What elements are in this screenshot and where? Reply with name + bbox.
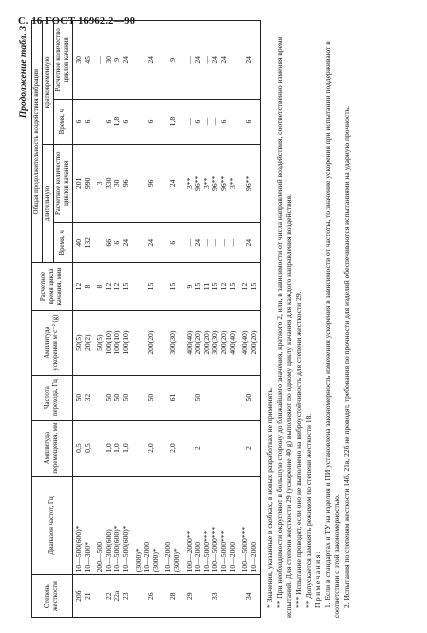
cell-line: 66 — [103, 238, 113, 247]
cell-line: 26 — [146, 592, 156, 600]
cell-cs — [133, 21, 163, 100]
cell-line: 132 — [82, 237, 92, 249]
cell-line: 96** — [210, 175, 220, 191]
cell-line: 6 — [74, 119, 83, 124]
cell-line: 10—2000 — [227, 542, 237, 573]
cell-deg — [239, 575, 261, 618]
cell-line: 50 — [146, 393, 156, 402]
cell-line: 10—300(600) — [103, 529, 113, 573]
cell-line: 24 — [146, 238, 156, 247]
cell-line: 10—5000*** — [218, 530, 228, 573]
cell-line: 50 — [74, 393, 83, 402]
cell-line: 45 — [82, 56, 92, 64]
cell-line: 50 — [193, 393, 203, 402]
cell-line: 24 — [244, 56, 254, 64]
cell-disp — [73, 420, 95, 476]
th-long: длительную — [43, 144, 54, 263]
note-p2: 2. Испытания по степеням жесткости 14б, 21в, 22б не проводят, требования по прочности для изделий обеспечиваются испытаниями на ударную прочность. — [342, 106, 352, 608]
table-row — [73, 21, 95, 618]
cell-line: 10—2000 — [163, 542, 173, 573]
cell-line: 22 — [103, 592, 113, 600]
cell-line: 9 — [112, 57, 122, 62]
cell-range — [239, 476, 261, 575]
cell-line: 15 — [227, 282, 237, 291]
cell-line: 0,5 — [82, 443, 92, 453]
vibration-table — [31, 20, 261, 618]
cell-acc — [239, 310, 261, 375]
cell-line: 30 — [74, 56, 83, 64]
cell-line: — — [95, 56, 105, 64]
cell-line: 50 — [103, 393, 113, 402]
cell-line: 24 — [193, 238, 203, 247]
th-short: кратковременную — [43, 21, 54, 145]
cell-line: 6 — [146, 119, 156, 124]
cell-line: 50(5) — [95, 334, 105, 351]
cell-line: 15 — [146, 282, 156, 291]
cell-tl — [73, 223, 95, 263]
cell-line: 100(10) — [112, 330, 122, 355]
cell-line: 50 — [244, 393, 254, 402]
cell-line: — — [201, 238, 211, 247]
cell-line: 100—5000*** — [240, 526, 250, 573]
cell-line: 6 — [244, 119, 254, 124]
cell-line: 10—2000 — [142, 542, 152, 573]
cell-line: 24 — [218, 56, 228, 64]
note-2: ** При необходимости округляют в большую сторону до ближайшего значения, кратного 2, или, в зависимости от числа направлений воздействия, соответственно изменяя время испытаний. Для степени жесткости 29 (ускорение 40 g) выполняют по одному циклу качания для каждого направления воздействия. — [274, 36, 294, 618]
cell-line: — — [210, 117, 220, 126]
cell-line: 15 — [120, 282, 130, 291]
cell-range — [94, 476, 132, 575]
cell-line: 24 — [210, 56, 220, 64]
cell-line: 3** — [184, 177, 194, 190]
th-acceleration: Амплитуда ускорения м·с⁻² (g) — [32, 310, 73, 375]
cell-range — [184, 476, 240, 575]
cell-ts — [162, 99, 183, 144]
cell-tl — [94, 223, 132, 263]
cell-line: 2,0 — [146, 443, 156, 453]
cell-cs — [184, 21, 240, 100]
cell-line: — — [218, 238, 228, 247]
cell-line: 20б — [74, 590, 83, 602]
cell-line: 10—500(600)* — [112, 525, 122, 573]
cell-cyc — [94, 263, 132, 310]
cell-ts — [94, 99, 132, 144]
cell-deg — [133, 575, 163, 618]
cell-cyc — [73, 263, 95, 310]
notes-heading: Примечания: — [313, 549, 323, 608]
table-row — [162, 21, 183, 618]
cell-line: 100(10) — [103, 330, 113, 355]
cell-cyc — [184, 263, 240, 310]
cell-line: 34 — [244, 592, 254, 600]
cell-deg — [162, 575, 183, 618]
cell-cl — [184, 144, 240, 223]
cell-line: 400(40) — [184, 330, 194, 355]
cell-line: 1,0 — [103, 443, 113, 453]
cell-ts — [239, 99, 261, 144]
cell-line: 3** — [201, 177, 211, 190]
cell-line: (3000)* — [150, 548, 160, 573]
th-cycles-short: Расчетное количество циклов качания — [54, 21, 73, 100]
cell-ts — [73, 99, 95, 144]
cell-line: 96** — [193, 175, 203, 191]
cell-line: 1,0 — [120, 443, 130, 453]
cell-line: 8 — [82, 284, 92, 289]
cell-cyc — [239, 263, 261, 310]
cell-tl — [239, 223, 261, 263]
cell-line: 1,8 — [167, 116, 177, 127]
cell-deg — [184, 575, 240, 618]
cell-line: — — [184, 56, 194, 64]
cell-line: 21 — [82, 592, 92, 600]
cell-line: 6 — [82, 119, 92, 124]
cell-line: 990 — [82, 177, 92, 190]
cell-line: 29 — [184, 592, 194, 600]
cell-line — [229, 423, 238, 474]
th-time-long: Время, ч — [54, 223, 73, 263]
th-transition-frequency: Частота перехода, Гц — [32, 375, 73, 420]
cell-line: 15 — [248, 282, 258, 291]
cell-line: 2 — [193, 446, 203, 450]
cell-deg — [94, 575, 132, 618]
table-row — [239, 21, 261, 618]
th-cycle-time: Расчетное время цикла качания, мин — [32, 263, 73, 310]
cell-cl — [162, 144, 183, 223]
cell-line: 24 — [244, 238, 254, 247]
cell-line: 61 — [167, 393, 177, 402]
cell-cl — [73, 144, 95, 223]
cell-cyc — [162, 263, 183, 310]
cell-line: 6 — [218, 119, 228, 124]
cell-line: 24 — [193, 56, 203, 64]
cell-line: 10—2000 — [248, 542, 258, 573]
cell-tf — [73, 375, 95, 420]
cell-disp — [162, 420, 183, 476]
cell-line: 400(40) — [227, 330, 237, 355]
th-displacement: Амплитуда перемещения, мм — [32, 420, 73, 476]
note-1: * Значения, указанные в скобках, в новых разработках не применять. — [265, 387, 275, 608]
cell-line: 10—2000 — [193, 542, 203, 573]
cell-line — [229, 102, 238, 142]
cell-line: 15 — [210, 282, 220, 291]
cell-line: 9 — [167, 57, 177, 62]
cell-line: 10—5000*** — [201, 530, 211, 573]
cell-line: 3** — [227, 177, 237, 190]
cell-tl — [162, 223, 183, 263]
table-row — [94, 21, 132, 618]
cell-line: — — [210, 238, 220, 247]
cell-acc — [133, 310, 163, 375]
cell-line: 12 — [218, 282, 228, 291]
cell-line: 2 — [244, 446, 254, 450]
cell-line: — — [184, 117, 194, 126]
cell-tf — [162, 375, 183, 420]
cell-line: 6 — [167, 240, 177, 245]
cell-line: 100(10) — [120, 330, 130, 355]
cell-cs — [73, 21, 95, 100]
cell-line: 20(2) — [82, 334, 92, 351]
cell-line: 100—2000** — [184, 530, 194, 573]
cell-line: 200(20) — [146, 330, 156, 355]
cell-line: 330 — [103, 177, 113, 190]
cell-line: (3000)* — [171, 548, 181, 573]
cell-line: 400(40) — [240, 330, 250, 355]
cell-ts — [184, 99, 240, 144]
running-title: С. 16 ГОСТ 16962.2—90 — [18, 16, 136, 27]
cell-tf — [133, 375, 163, 420]
cell-acc — [73, 310, 95, 375]
cell-line: 200(20) — [193, 330, 203, 355]
cell-line: 15 — [167, 282, 177, 291]
cell-line: 1,0 — [112, 443, 122, 453]
cell-line — [229, 577, 238, 615]
th-cycles-long: Расчетное количество циклов качания — [54, 144, 73, 223]
cell-tl — [133, 223, 163, 263]
cell-line: 33 — [210, 592, 220, 600]
cell-line: 96 — [120, 179, 130, 188]
cell-line: 9 — [184, 284, 194, 289]
cell-line: — — [201, 56, 211, 64]
cell-line: 30 — [103, 56, 113, 64]
table-notes — [265, 20, 351, 618]
cell-line: 30 — [112, 179, 122, 188]
note-3: *** Испытание проводят, если оно не выполнено на виброустойчивость для степени жесткости 29. — [294, 291, 304, 608]
cell-cs — [94, 21, 132, 100]
cell-acc — [94, 310, 132, 375]
cell-line: 200(20) — [201, 330, 211, 355]
cell-line: 300(30) — [210, 330, 220, 355]
cell-line: 8 — [95, 284, 105, 289]
cell-line: 6 — [103, 119, 113, 124]
cell-tf — [184, 375, 240, 420]
cell-line: 15 — [193, 282, 203, 291]
cell-cl — [239, 144, 261, 223]
cell-line: 200(20) — [218, 330, 228, 355]
cell-line: 1,8 — [112, 116, 122, 127]
cell-range — [73, 476, 95, 575]
cell-line: 12 — [74, 282, 83, 291]
cell-range — [133, 476, 163, 575]
cell-line: 96** — [244, 175, 254, 191]
cell-line: 200(20) — [248, 330, 258, 355]
cell-line: 23 — [120, 592, 130, 600]
cell-disp — [239, 420, 261, 476]
cell-line: 10—500(600)* — [120, 525, 130, 573]
cell-line: 96 — [146, 179, 156, 188]
cell-line: 24 — [167, 179, 177, 188]
cell-ts — [133, 99, 163, 144]
table-caption: Продолжение табл. 3 — [19, 26, 29, 119]
cell-line: 22а — [112, 590, 122, 602]
cell-line: (3000)* — [133, 548, 143, 573]
cell-line: 10—500(600)* — [74, 525, 83, 573]
cell-line: — — [227, 238, 237, 247]
th-time-short: Время, ч — [54, 99, 73, 144]
cell-cyc — [133, 263, 163, 310]
cell-cl — [94, 144, 132, 223]
cell-line: 50(5) — [74, 334, 83, 351]
cell-deg — [73, 575, 95, 618]
cell-line: 200—500 — [95, 542, 105, 573]
cell-line: 300(30) — [167, 330, 177, 355]
cell-line: 6 — [120, 119, 130, 124]
table-row — [184, 21, 240, 618]
cell-line — [229, 378, 238, 418]
cell-tf — [239, 375, 261, 420]
rotated-table-page — [18, 20, 413, 618]
cell-line: — — [201, 117, 211, 126]
cell-line: 24 — [120, 238, 130, 247]
cell-line: 6 — [112, 240, 122, 245]
cell-cs — [162, 21, 183, 100]
cell-line — [229, 23, 238, 97]
cell-line: 40 — [74, 238, 83, 247]
cell-line: 11 — [201, 282, 211, 291]
cell-disp — [184, 420, 240, 476]
cell-line: 24 — [146, 56, 156, 64]
cell-line: 0,5 — [74, 443, 83, 453]
cell-range — [162, 476, 183, 575]
cell-cl — [133, 144, 163, 223]
th-range: Диапазон частот, Гц — [32, 476, 73, 575]
cell-line: 6 — [193, 119, 203, 124]
cell-disp — [133, 420, 163, 476]
cell-line: 50 — [112, 393, 122, 402]
table-row — [133, 21, 163, 618]
cell-line: 96** — [218, 175, 228, 191]
cell-line: 12 — [103, 282, 113, 291]
cell-line: 50 — [120, 393, 130, 402]
cell-line: 28 — [167, 592, 177, 600]
cell-line: 12 — [240, 282, 250, 291]
cell-line: 12 — [112, 282, 122, 291]
cell-line: 24 — [120, 56, 130, 64]
note-4: ** Допускается заменять режимом по степени жесткости 18. — [303, 413, 313, 608]
cell-line: 201 — [74, 177, 83, 190]
cell-line: 2,0 — [167, 443, 177, 453]
th-total-duration: Общая продолжительность воздействия вибрации — [32, 21, 43, 263]
cell-acc — [184, 310, 240, 375]
cell-line: — — [184, 238, 194, 247]
cell-acc — [162, 310, 183, 375]
cell-tf — [94, 375, 132, 420]
cell-cs — [239, 21, 261, 100]
cell-line: 3 — [95, 181, 105, 186]
th-degree: Степень жесткости — [32, 575, 73, 618]
cell-line: 10—300* — [82, 542, 92, 573]
cell-disp — [94, 420, 132, 476]
cell-tl — [184, 223, 240, 263]
cell-line: 32 — [82, 393, 92, 402]
note-p1: 1. Если в стандартах и ТУ на изделия и ПИ установлена закономерность изменения ускорения в зависимости от частоты, то значение ускорения при испытании поддерживают в соответствии с этой закономерностью. — [322, 41, 342, 618]
cell-line: 100—5000*** — [210, 526, 220, 573]
